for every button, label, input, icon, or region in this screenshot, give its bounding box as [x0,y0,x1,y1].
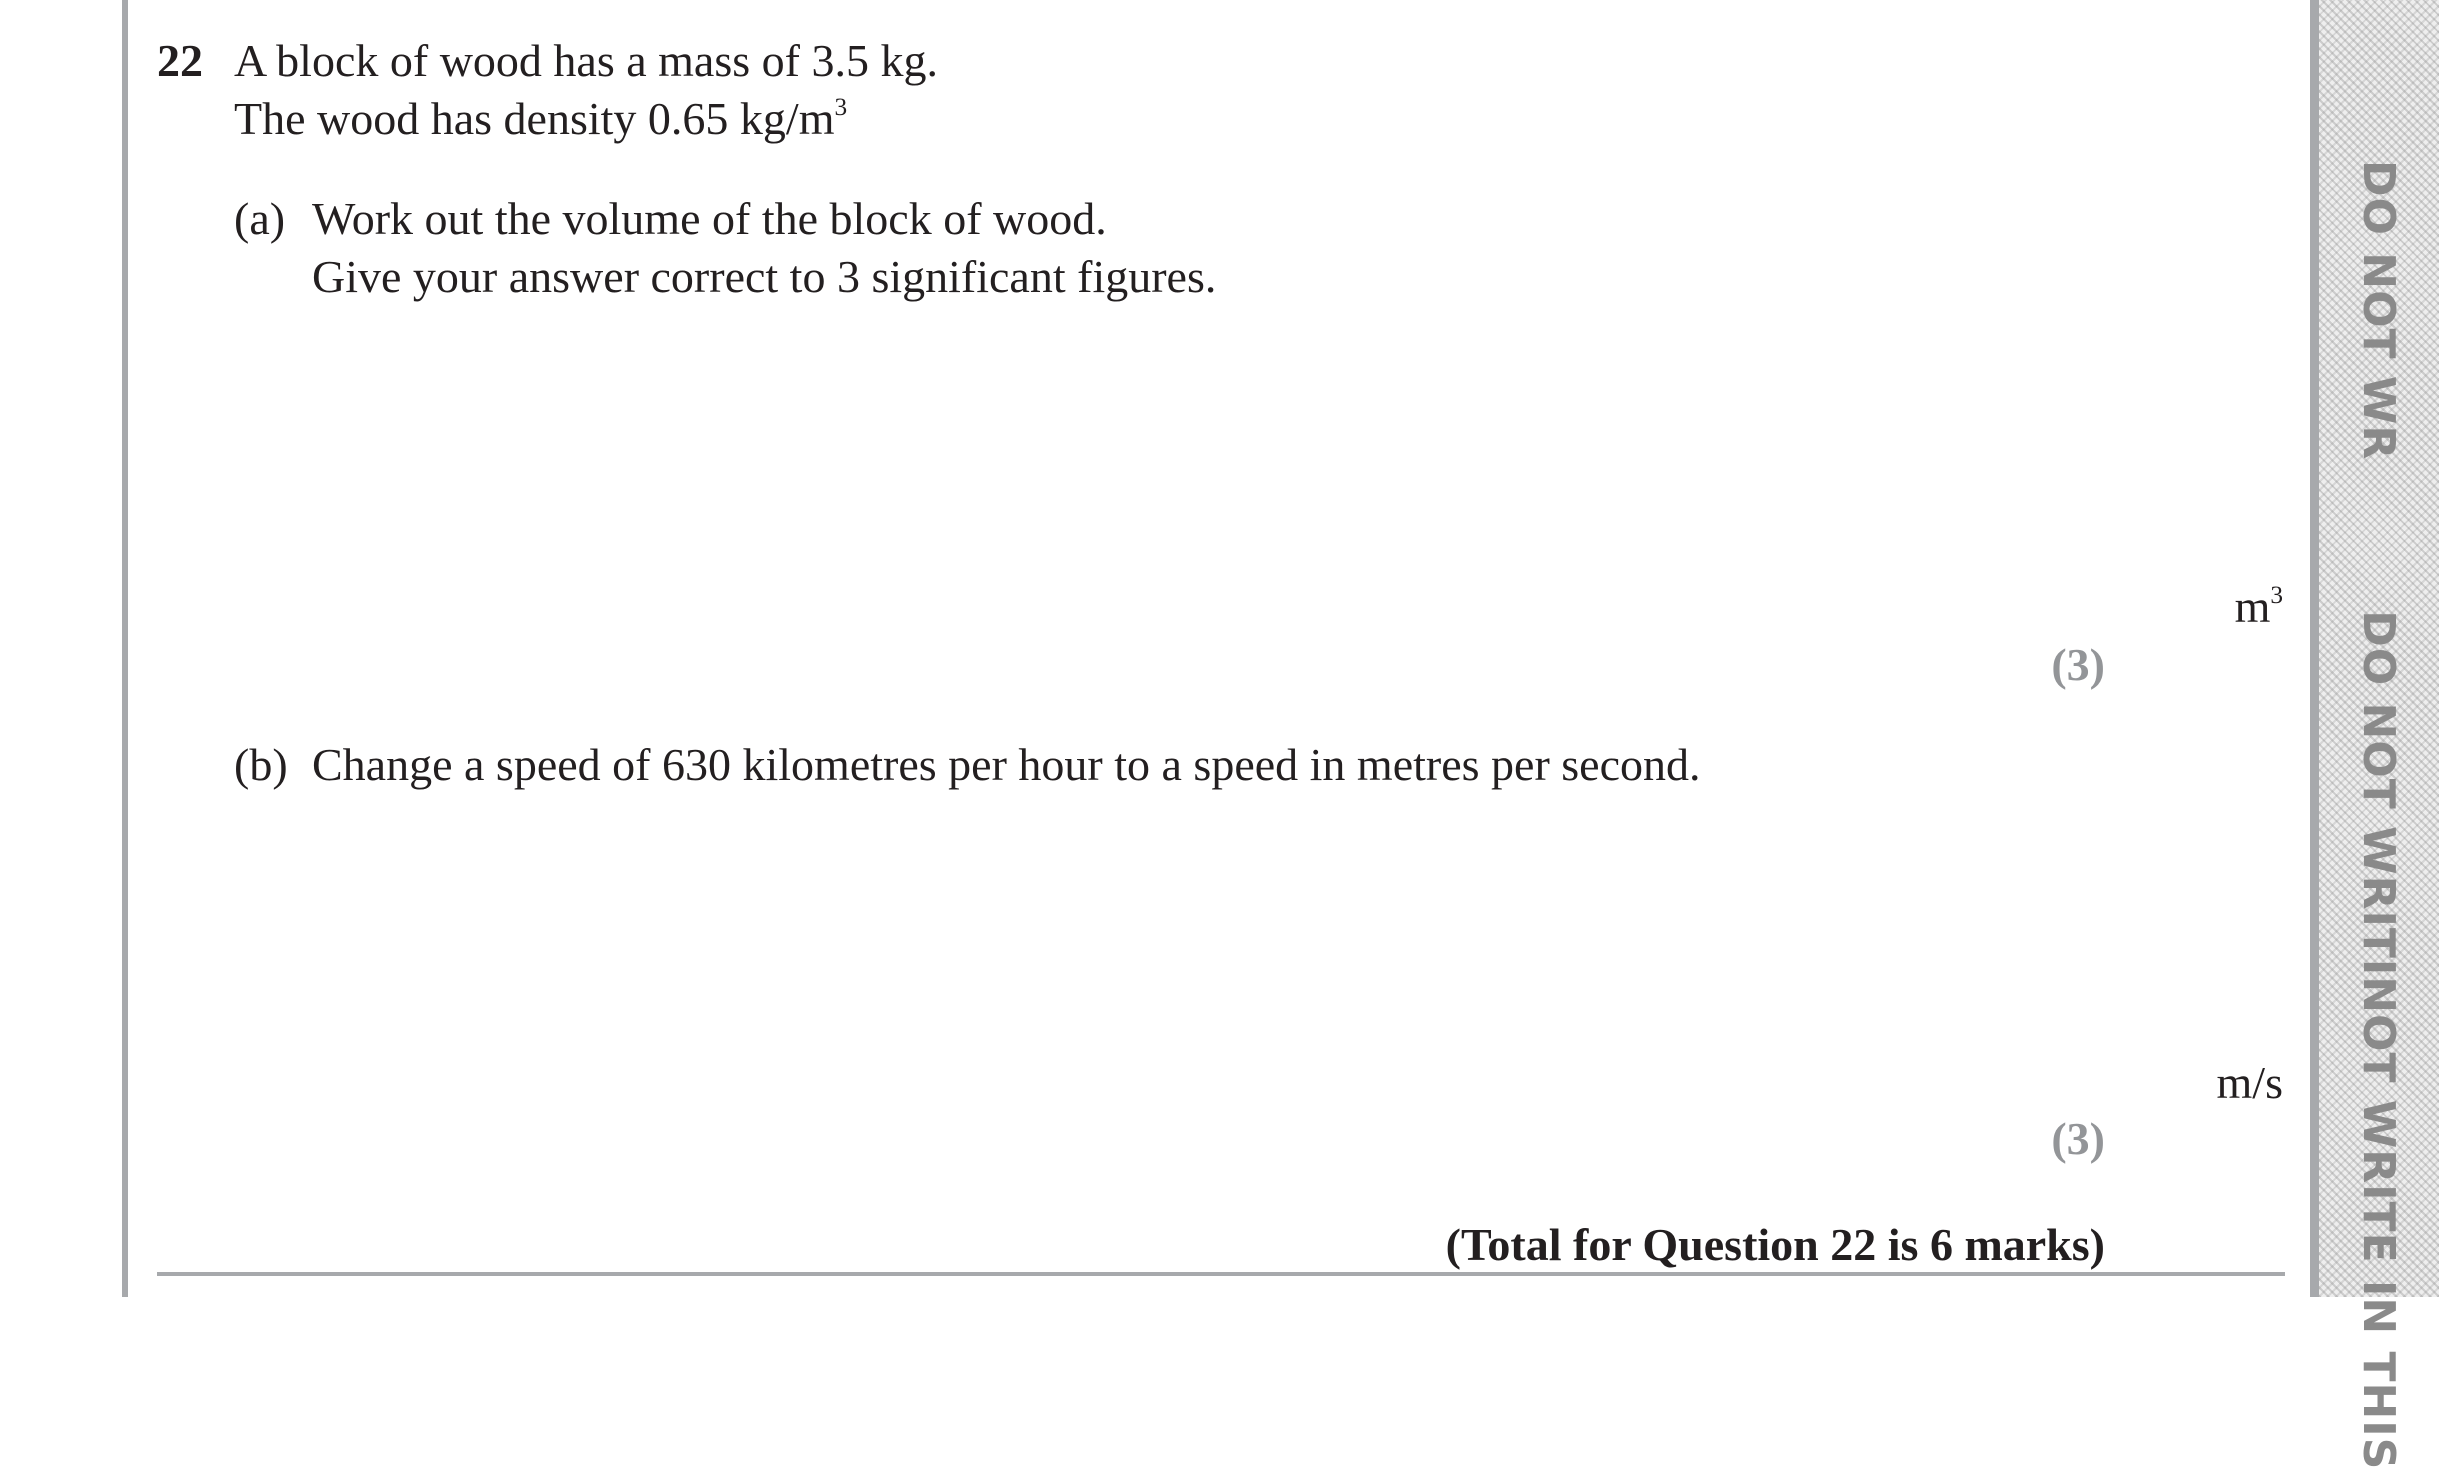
question-total: (Total for Question 22 is 6 marks) [1445,1219,2105,1270]
question-line-2 [234,93,848,144]
part-a-line-1: Work out the volume of the block of wood. [312,193,1107,244]
margin-warning-text-2: DO NOT WRITINOT WRITE IN THIS [2353,610,2405,1470]
part-a-unit-text: m [2234,581,2271,632]
density-superscript: 3 [834,93,848,122]
question-number: 22 [157,35,203,86]
margin-warning [2319,0,2439,1470]
part-b-line-1: Change a speed of 630 kilometres per hour to a speed in metres per second. [312,739,1701,790]
part-a-marks: (3) [2051,639,2105,690]
density-text: The wood has density 0.65 kg/m [234,93,835,144]
part-a-label: (a) [234,193,286,244]
bottom-rule [157,1272,2285,1276]
part-b-marks: (3) [2051,1113,2105,1164]
page-left-border [122,0,128,1297]
part-b-label: (b) [234,739,288,790]
part-a-unit-superscript: 3 [2270,581,2283,610]
question-line-1: A block of wood has a mass of 3.5 kg. [234,35,938,86]
part-b-unit: m/s [2216,1057,2283,1108]
page-right-border [2310,0,2319,1297]
margin-warning-text-1: DO NOT WR [2353,160,2405,461]
part-a-line-2: Give your answer correct to 3 significant figures. [312,251,1217,302]
margin-strip [2319,0,2439,1470]
part-a-unit [2234,581,2283,632]
